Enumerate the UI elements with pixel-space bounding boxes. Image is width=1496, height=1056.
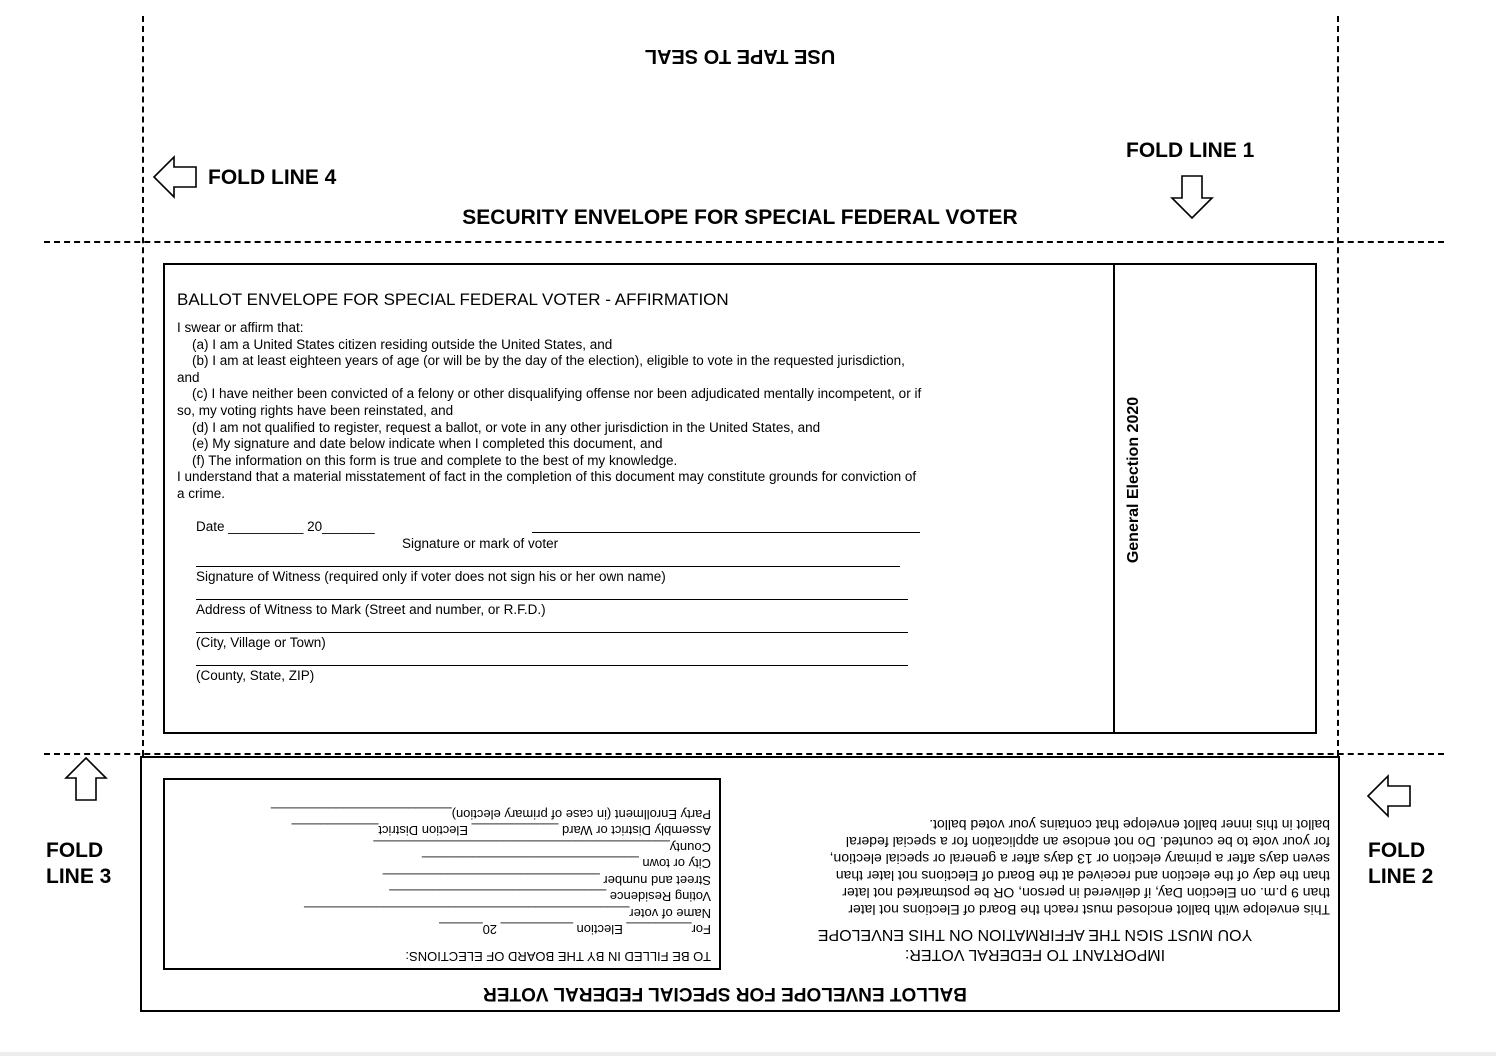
important-body-1: This envelope with ballot enclosed must reach the Board of Elections not later [848,902,1330,918]
important-subheading: YOU MUST SIGN THE AFFIRMATION ON THIS ENVELOPE [817,926,1253,943]
important-body-6: ballot in this inner ballot envelope that contains your voted ballot. [929,817,1330,833]
witness-address-label: Address of Witness to Mark (Street and number, or R.F.D.) [196,602,546,617]
arrow-left-icon [152,155,198,199]
important-body-3: than the day of the election and received at the Board of Elections not later than [835,868,1330,884]
important-body-4: seven days after a primary election or 13 days after a general or special election, [829,851,1330,867]
affirmation-intro: I swear or affirm that: [177,320,304,335]
affirmation-closing: I understand that a material misstatement of fact in the completion of this document may constitute grounds for conviction of [177,469,917,485]
affirmation-item-d: (d) I am not qualified to register, request a ballot, or vote in any other jurisdiction in the United States, and [192,419,821,435]
affirmation-item-f: (f) The information on this form is true and complete to the best of my knowledge. [192,452,678,468]
affirmation-item-a: (a) I am a United States citizen residing outside the United States, and [192,336,613,352]
fold-line-3-word: FOLD [46,839,104,862]
tape-seal-note: USE TAPE TO SEAL [644,45,836,67]
fold-line-4-label: FOLD LINE 4 [208,166,337,189]
fold-line-2-label [1368,838,1433,890]
fold-line-2-word: FOLD [1368,839,1426,862]
board-line-city[interactable]: City or town ______________________________ [421,856,711,872]
board-heading: TO BE FILLED IN BY THE BOARD OF ELECTIONS: [405,949,711,964]
board-line-district[interactable]: Assembly District or Ward ____________ Election District____________ [291,823,711,839]
signature-line[interactable] [532,532,920,533]
fold-line-1-label: FOLD LINE 1 [1126,139,1255,162]
affirmation-item-c-cont: so, my voting rights have been reinstated, and [177,402,454,418]
fold-line-2-number: LINE 2 [1368,865,1434,888]
fold-guide-top [44,241,1444,243]
board-line-residence[interactable]: Voting Residence ______________________________ [389,889,711,905]
board-line-street[interactable]: Street and number ______________________________ [382,873,711,888]
fold-guide-bottom [44,753,1444,755]
arrow-up-icon [64,756,108,802]
affirmation-item-e: (e) My signature and date below indicate when I completed this document, and [192,436,663,452]
important-body-2: than 9 p.m. on Election Day, if delivered in person, OR be postmarked not later [842,885,1330,901]
security-envelope-title: SECURITY ENVELOPE FOR SPECIAL FEDERAL VOTER [462,206,1018,229]
affirmation-text [177,320,977,503]
county-label: (County, State, ZIP) [196,668,315,683]
city-label: (City, Village or Town) [196,635,326,650]
witness-signature-label: Signature of Witness (required only if voter does not sign his or her own name) [196,569,666,584]
board-line-election[interactable]: For_________ Election __________ 20______ [439,922,711,938]
affirmation-item-b-cont: and [177,369,200,385]
city-line[interactable] [196,632,908,633]
affirmation-item-b: (b) I am at least eighteen years of age (or will be by the day of the election), eligible to vote in the requested jurisdiction, [192,353,905,369]
board-line-party[interactable]: Party Enrollment (in case of primary election)_________________________ [270,807,711,822]
county-line[interactable] [196,665,908,666]
page-bottom-strip [0,1052,1496,1056]
date-field[interactable]: Date __________ 20_______ [196,519,375,534]
fold-line-3-label [46,838,111,890]
affirmation-title: BALLOT ENVELOPE FOR SPECIAL FEDERAL VOTER - AFFIRMATION [177,290,729,309]
fold-guide-left [142,16,144,756]
affirmation-divider [1113,263,1115,734]
ballot-envelope-title: BALLOT ENVELOPE FOR SPECIAL FEDERAL VOTER [483,983,967,1004]
fold-guide-right [1337,16,1339,756]
important-notice [740,784,1330,964]
signature-label: Signature or mark of voter [402,536,559,551]
board-line-voter-name[interactable]: Name of voter_____________________________________________ [304,906,711,921]
affirmation-item-c: (c) I have neither been convicted of a felony or other disqualifying offense nor been adjudicated mentally incompetent, or if [192,386,922,402]
arrow-down-icon [1170,174,1214,220]
board-line-county[interactable]: County_________________________________________ [373,840,711,855]
witness-address-line[interactable] [196,599,908,600]
election-side-text: General Election 2020 [1125,396,1142,564]
important-heading: IMPORTANT TO FEDERAL VOTER: [904,946,1166,963]
important-body-5: for your vote to be counted. Do not enclose an application for a special federal [845,834,1330,850]
board-of-elections-fields [175,784,711,964]
witness-signature-line[interactable] [196,566,900,567]
arrow-left-icon [1366,774,1412,818]
affirmation-closing-cont: a crime. [177,485,226,501]
fold-line-3-number: LINE 3 [46,865,112,888]
